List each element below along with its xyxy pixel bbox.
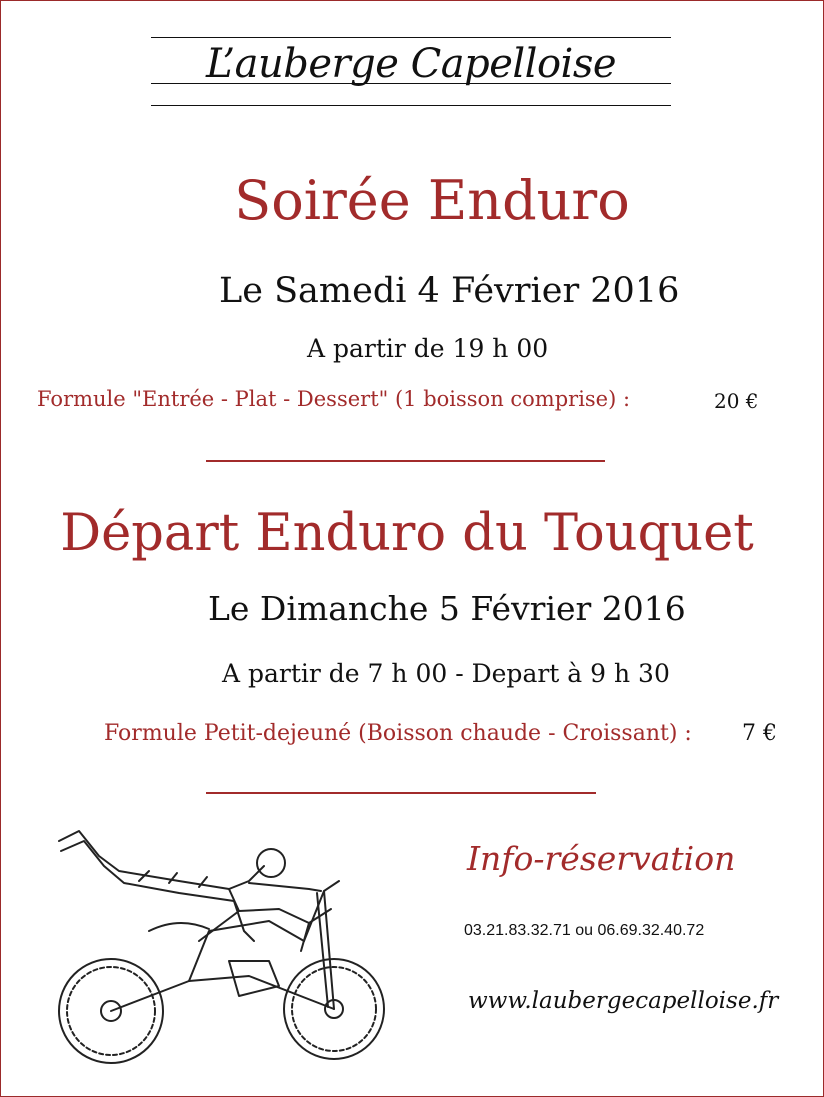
event2-formula: Formule Petit-dejeuné (Boisson chaude - Croissant) : [104, 721, 692, 746]
motocross-stunt-rider-icon [39, 811, 399, 1066]
event1-time: A partir de 19 h 00 [307, 334, 549, 363]
logo-rule-top [151, 37, 671, 38]
event1-price: 20 € [714, 389, 759, 413]
logo-text: L’auberge Capelloise [205, 41, 617, 87]
divider-2 [206, 792, 596, 794]
event2-date: Le Dimanche 5 Février 2016 [208, 589, 686, 628]
logo-rule-bottom [151, 105, 671, 106]
event2-title: Départ Enduro du Touquet [60, 504, 754, 563]
phone-numbers[interactable]: 03.21.83.32.71 ou 06.69.32.40.72 [464, 922, 705, 939]
info-reservation-title: Info-réservation [467, 839, 736, 878]
event2-time: A partir de 7 h 00 - Depart à 9 h 30 [222, 659, 670, 688]
website-link[interactable]: www.laubergecapelloise.fr [468, 988, 779, 1014]
divider-1 [206, 460, 605, 462]
logo [151, 31, 671, 111]
event1-title: Soirée Enduro [234, 169, 630, 232]
event2-price: 7 € [742, 721, 777, 746]
event1-formula: Formule "Entrée - Plat - Dessert" (1 boisson comprise) : [37, 387, 631, 411]
event1-date: Le Samedi 4 Février 2016 [219, 271, 680, 311]
